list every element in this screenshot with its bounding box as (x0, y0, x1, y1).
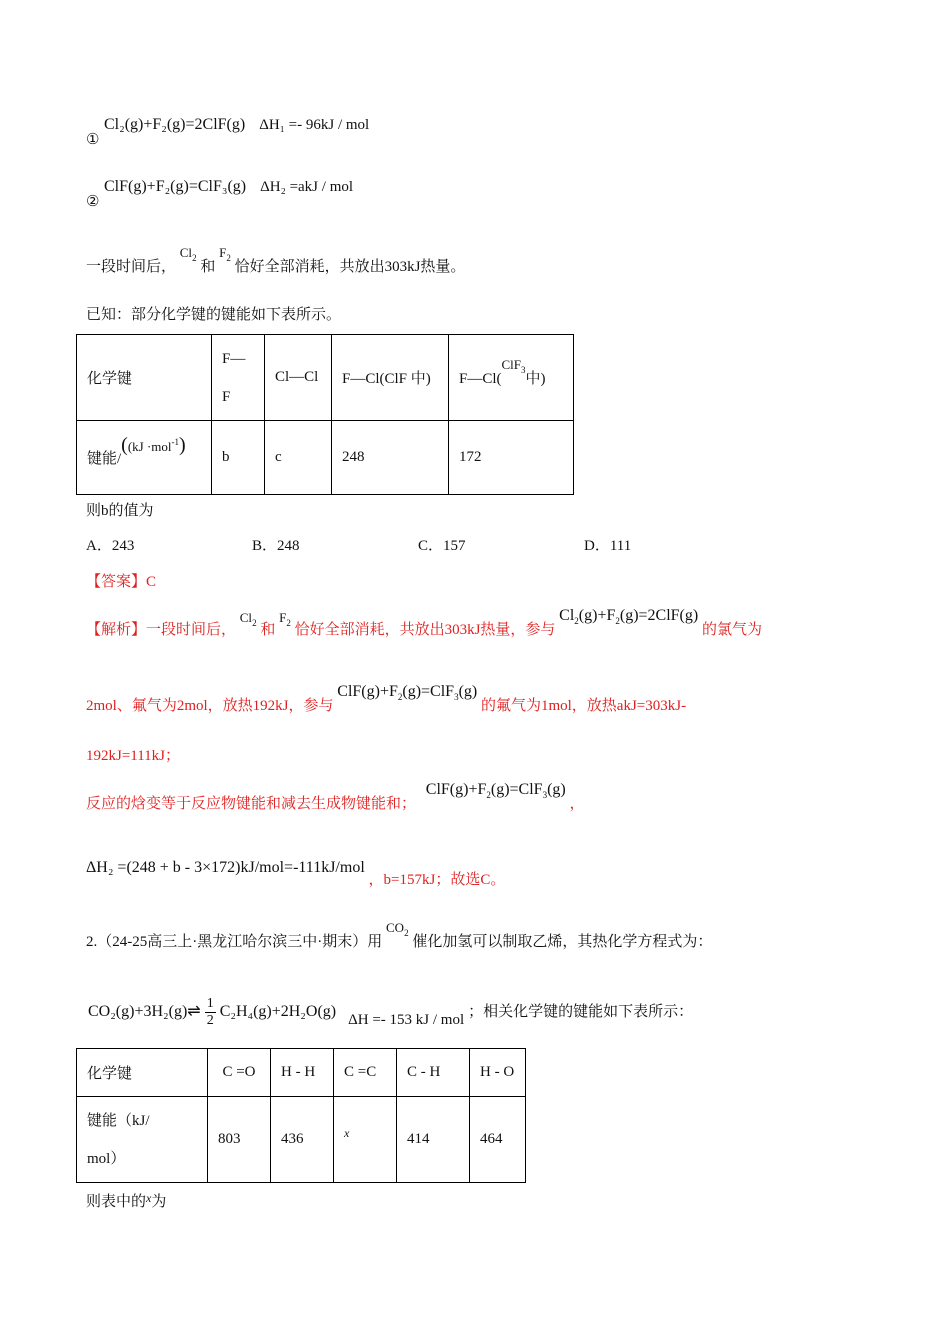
equation-1-enthalpy: ΔH₁ =- 96kJ / mol (259, 117, 370, 133)
t2-header-0: 化学键 (77, 1049, 208, 1097)
chem-f2: $F_2$ (219, 245, 231, 263)
question-2-ask: 则表中的$^x$为 (86, 1191, 167, 1210)
t1-header-ff: F— F (212, 335, 265, 421)
paragraph-consumption-pre: 一段时间后， (86, 259, 177, 275)
t2-value-4: 414 (397, 1097, 470, 1183)
option-c[interactable]: C．157 (418, 538, 466, 554)
analysis-enthalpy-calc: ΔH₂ =(248 + b - 3×172)kJ/mol=-111kJ/mol (86, 859, 365, 876)
equation-1 (104, 116, 369, 134)
t1-value-172: 172 (449, 421, 574, 495)
chem-cl2: $Cl_2$ (179, 245, 197, 263)
t2-value-5: 464 (470, 1097, 526, 1183)
t1-header-fcl-clf: F—Cl(ClF 中) (332, 335, 449, 421)
paragraph-consumption-post: 恰好全部消耗，共放出303kJ热量。 (234, 259, 466, 275)
equation-2-marker: ② (86, 194, 100, 210)
equation-2 (104, 178, 353, 196)
t2-value-2: 436 (271, 1097, 334, 1183)
t1-value-b: b (212, 421, 265, 495)
option-b[interactable]: B．248 (252, 538, 300, 554)
t2-header-4: C - H (397, 1049, 470, 1097)
t2-value-3: x (334, 1097, 397, 1183)
option-d[interactable]: D．111 (584, 538, 632, 554)
t2-header-3: C =C (334, 1049, 397, 1097)
t1-row-energy-label: 键能/((kJ ·mol$^{-1}$) (77, 421, 212, 495)
equation-2-enthalpy: ΔH₂ =akJ / mol (260, 179, 354, 195)
equation-1-body: Cl₂(g)+F₂(g)=2ClF(g) (104, 116, 246, 133)
t2-header-2: H - H (271, 1049, 334, 1097)
equation-2-body: ClF(g)+F₂(g)=ClF₃(g) (104, 178, 247, 195)
question-1-prompt: 则b的值为 (86, 503, 154, 519)
paragraph-known: 已知：部分化学键的键能如下表所示。 (86, 307, 342, 323)
equation-1-marker: ① (86, 132, 100, 148)
t1-header-clcl: Cl—Cl (265, 335, 332, 421)
fraction-half: $\frac{1}{2}$ (206, 996, 214, 1028)
t2-row-label: 键能（kJ/ mol） (77, 1097, 208, 1183)
t1-header-bond: 化学键 (77, 335, 212, 421)
paragraph-consumption (86, 245, 466, 276)
analysis-line-5: ΔH₂ =(248 + b - 3×172)kJ/mol=-111kJ/mol ，b=157kJ；故选C。 (86, 859, 506, 888)
t1-value-c: c (265, 421, 332, 495)
question-2-equation: CO₂(g)+3H₂(g)⇌ $\frac{1}{2}$ C₂H₄(g)+2H₂O(g) ΔH =- 153 kJ / mol ；相关化学键的键能如下表所示： (88, 996, 694, 1029)
t1-header-fcl-clf3: F—Cl(ClF$_3$中) (449, 335, 574, 421)
analysis-line-3: 192kJ=111kJ； (86, 748, 181, 764)
t2-header-1: C =O (208, 1049, 271, 1097)
t2-value-1: 803 (208, 1097, 271, 1183)
t2-header-5: H - O (470, 1049, 526, 1097)
option-a[interactable]: A．243 (86, 538, 135, 554)
answer-label: 【答案】C (86, 574, 157, 590)
bond-energy-table-2 (76, 1048, 526, 1183)
question-2-heading: 2.（24-25高三上·黑龙江哈尔滨三中·期末）用 $CO_2$ 催化加氢可以制取乙烯，其热化学方程式为： (86, 920, 713, 950)
analysis-line-2: 2mol、氟气为2mol，放热192kJ，参与 $ClF(g)+F_2(g)=ClF_3(g)$ 的氟气为1mol，放热akJ=303kJ- (86, 683, 687, 714)
bond-energy-table-1 (76, 334, 574, 495)
analysis-line-1: 【解析】一段时间后， $Cl_2$ 和 $F_2$ 恰好全部消耗，共放出303kJ热量，参与 $Cl_2(g)+F_2(g)=2ClF(g)$ 的氯气为 (86, 607, 762, 638)
t1-value-248: 248 (332, 421, 449, 495)
and-word: 和 (200, 259, 216, 275)
analysis-line-4: 反应的焓变等于反应物键能和减去生成物键能和； $ClF(g)+F_2(g)=ClF_3(g)$ ， (86, 781, 585, 812)
